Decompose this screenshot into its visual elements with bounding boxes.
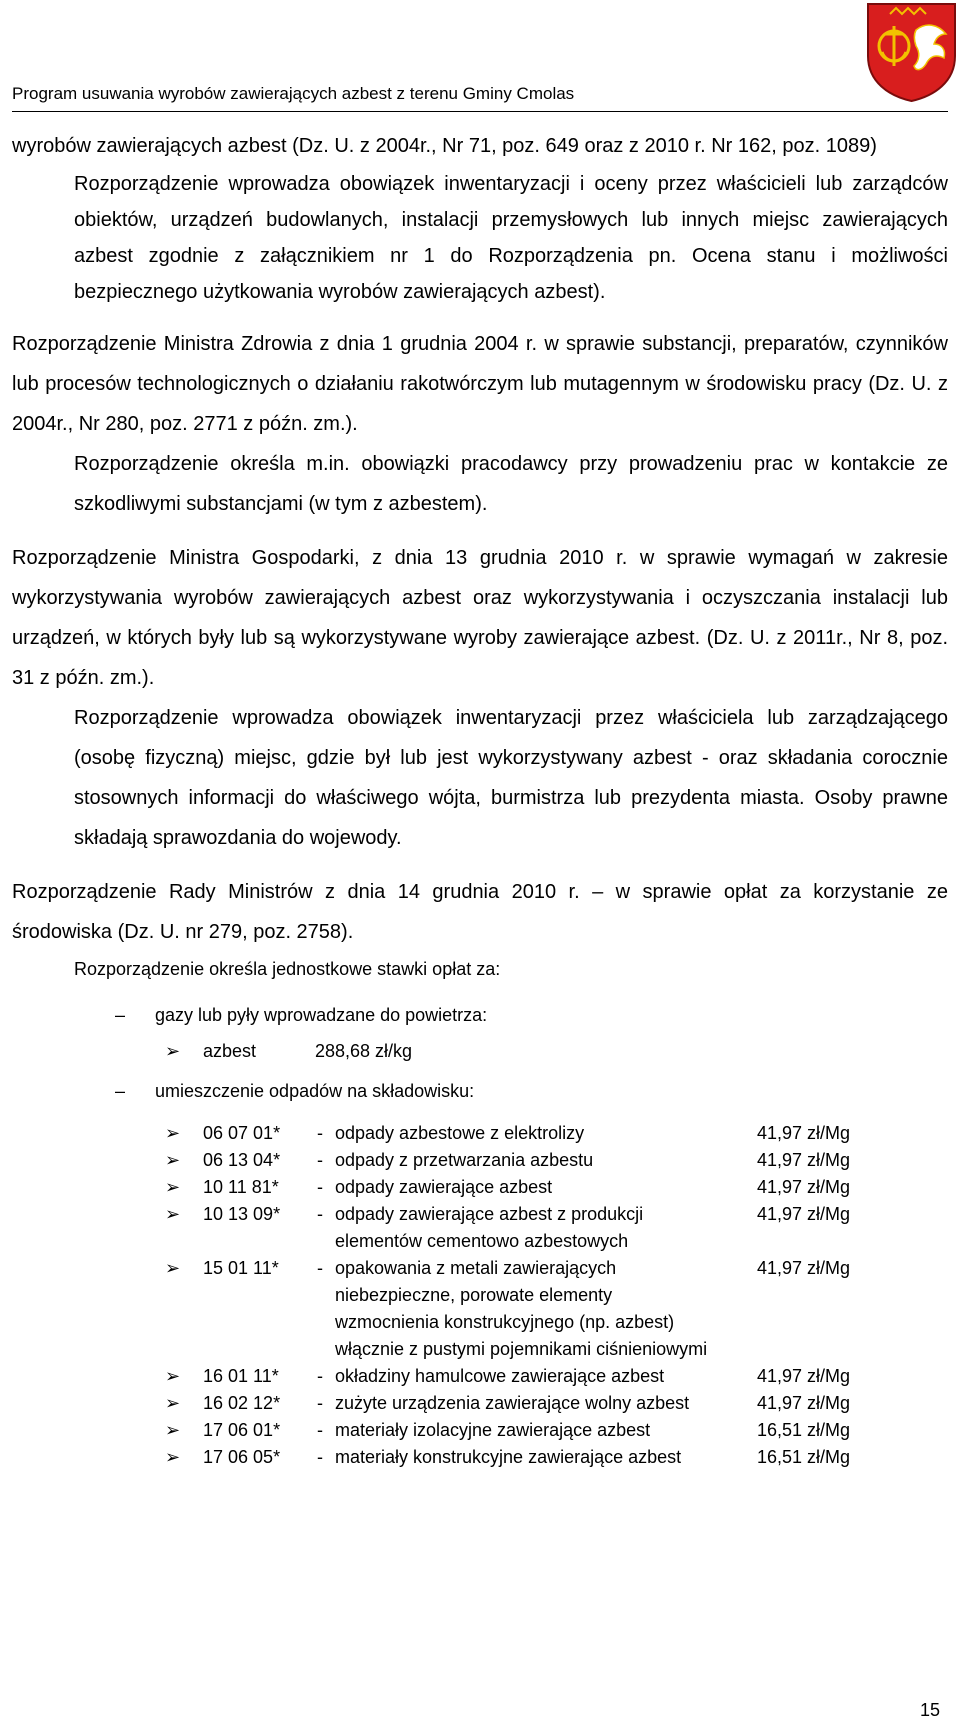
waste-row: [165, 1120, 877, 1147]
waste-description: [317, 1120, 757, 1147]
paragraph-owner-inventory: Rozporządzenie wprowadza obowiązek inwentaryzacji przez właściciela lub zarządzającego (osobę fizyczną) miejsc, gdzie był lub jest wykorzystywany azbest - oraz składania corocznie stosownych informacji do właściwego wójta, burmistrza lub prezydenta miasta. Osoby prawne składają sprawozdania do wojewody.: [74, 707, 948, 849]
description-separator: -: [317, 1258, 323, 1278]
waste-row: [165, 1417, 877, 1444]
header-rule: [12, 111, 948, 112]
paragraph-regulation-continued: wyrobów zawierających azbest (Dz. U. z 2004r., Nr 71, poz. 649 oraz z 2010 r. Nr 162, poz. 1089): [12, 135, 877, 157]
description-line: materiały konstrukcyjne zawierające azbest: [335, 1447, 682, 1467]
description-line: odpady azbestowe z elektrolizy: [335, 1123, 585, 1143]
list-item-air-emissions: [12, 1000, 948, 1030]
paragraph-council-regulation: Rozporządzenie Rady Ministrów z dnia 14 grudnia 2010 r. – w sprawie opłat za korzystanie ze środowiska (Dz. U. nr 279, poz. 2758).: [12, 881, 948, 943]
description-line: zużyte urządzenia zawierające wolny azbest: [335, 1393, 690, 1413]
substance-name: azbest: [203, 1041, 257, 1061]
arrow-bullet-icon: ➢: [165, 1204, 181, 1224]
description-separator: -: [317, 1420, 323, 1440]
waste-code: 15 01 11*: [203, 1258, 279, 1278]
description-first-line: [317, 1174, 757, 1201]
waste-code: 10 11 81*: [203, 1177, 279, 1197]
description-separator: -: [317, 1150, 323, 1170]
waste-description: [317, 1147, 757, 1174]
waste-description: [317, 1174, 757, 1201]
description-line: elementów cementowo azbestowych: [335, 1231, 629, 1251]
description-separator: -: [317, 1123, 323, 1143]
waste-rate: 41,97 zł/Mg: [757, 1177, 851, 1197]
waste-code: 16 01 11*: [203, 1366, 279, 1386]
waste-description: [317, 1255, 757, 1363]
description-first-line: [317, 1147, 757, 1174]
description-separator: -: [317, 1366, 323, 1386]
paragraph-employer-obligations: Rozporządzenie określa m.in. obowiązki pracodawcy przy prowadzeniu prac w kontakcie ze szkodliwymi substancjami (w tym z azbestem).: [74, 453, 948, 515]
description-first-line: [317, 1363, 757, 1390]
description-separator: -: [317, 1447, 323, 1467]
arrow-bullet-icon: ➢: [165, 1420, 181, 1440]
waste-rate: 41,97 zł/Mg: [757, 1150, 851, 1170]
description-first-line: [317, 1201, 757, 1228]
waste-description: [317, 1417, 757, 1444]
arrow-bullet-icon: ➢: [165, 1258, 181, 1278]
waste-rate: 41,97 zł/Mg: [757, 1393, 851, 1413]
description-line: włącznie z pustymi pojemnikami ciśnieniowymi: [335, 1339, 708, 1359]
description-separator: -: [317, 1393, 323, 1413]
dash-bullet: –: [115, 1081, 126, 1101]
waste-rate: 16,51 zł/Mg: [757, 1447, 851, 1467]
arrow-bullet-icon: ➢: [165, 1041, 181, 1061]
waste-rates-table: [165, 1120, 877, 1471]
waste-rate: 41,97 zł/Mg: [757, 1258, 851, 1278]
list-item-label: gazy lub pyły wprowadzane do powietrza:: [155, 1005, 488, 1025]
document-body: [12, 126, 948, 1471]
waste-rate: 16,51 zł/Mg: [757, 1420, 851, 1440]
description-line: materiały izolacyjne zawierające azbest: [335, 1420, 651, 1440]
description-line: okładziny hamulcowe zawierające azbest: [335, 1366, 665, 1386]
list-item-label: umieszczenie odpadów na składowisku:: [155, 1081, 475, 1101]
waste-description: [317, 1201, 757, 1255]
waste-code: 06 07 01*: [203, 1123, 281, 1143]
waste-row: [165, 1255, 877, 1363]
waste-rate: 41,97 zł/Mg: [757, 1366, 851, 1386]
air-rate-row: [12, 1036, 948, 1066]
page-header: [12, 0, 948, 112]
waste-code: 17 06 01*: [203, 1420, 281, 1440]
description-first-line: [317, 1120, 757, 1147]
description-line: niebezpieczne, porowate elementy: [335, 1285, 613, 1305]
description-separator: -: [317, 1204, 323, 1224]
waste-row: [165, 1444, 877, 1471]
waste-code: 06 13 04*: [203, 1150, 281, 1170]
waste-row: [165, 1147, 877, 1174]
description-line: odpady zawierające azbest: [335, 1177, 553, 1197]
paragraph-inventory-obligation: Rozporządzenie wprowadza obowiązek inwentaryzacji i oceny przez właścicieli lub zarządców obiektów, urządzeń budowlanych, instalacji przemysłowych lub innych miejsc zawierających azbest zgodnie z załącznikiem nr 1 do Rozporządzenia pn. Ocena stanu i możliwości bezpiecznego użytkowania wyrobów zawierających azbest).: [74, 173, 948, 303]
arrow-bullet-icon: ➢: [165, 1447, 181, 1467]
page-number: 15: [920, 1700, 941, 1720]
arrow-bullet-icon: ➢: [165, 1123, 181, 1143]
description-line: odpady z przetwarzania azbestu: [335, 1150, 594, 1170]
substance-rate: 288,68 zł/kg: [315, 1041, 413, 1061]
header-title: Program usuwania wyrobów zawierających azbest z terenu Gminy Cmolas: [12, 84, 575, 103]
paragraph-health-ministry-regulation: Rozporządzenie Ministra Zdrowia z dnia 1 grudnia 2004 r. w sprawie substancji, preparatów, czynników lub procesów technologicznych o działaniu rakotwórczym lub mutagennym w środowisku pracy (Dz. U. z 2004r., Nr 280, poz. 2771 z późn. zm.).: [12, 333, 948, 435]
dash-bullet: –: [115, 1005, 126, 1025]
waste-description: [317, 1390, 757, 1417]
description-first-line: [317, 1390, 757, 1417]
description-first-line: [317, 1444, 757, 1471]
waste-rate: 41,97 zł/Mg: [757, 1123, 851, 1143]
waste-description: [317, 1444, 757, 1471]
waste-code: 17 06 05*: [203, 1447, 281, 1467]
arrow-bullet-icon: ➢: [165, 1366, 181, 1386]
coat-of-arms-icon: [864, 0, 959, 103]
arrow-bullet-icon: ➢: [165, 1177, 181, 1197]
waste-description: [317, 1363, 757, 1390]
description-separator: -: [317, 1177, 323, 1197]
description-first-line: [317, 1417, 757, 1444]
waste-row: [165, 1174, 877, 1201]
waste-row: [165, 1201, 877, 1255]
description-first-line: [317, 1255, 757, 1282]
list-item-landfill: [12, 1076, 948, 1106]
description-line: wzmocnienia konstrukcyjnego (np. azbest): [335, 1312, 675, 1332]
waste-code: 10 13 09*: [203, 1204, 281, 1224]
waste-code: 16 02 12*: [203, 1393, 281, 1413]
waste-row: [165, 1390, 877, 1417]
waste-rate: 41,97 zł/Mg: [757, 1204, 851, 1224]
arrow-bullet-icon: ➢: [165, 1150, 181, 1170]
arrow-bullet-icon: ➢: [165, 1393, 181, 1413]
paragraph-economy-ministry-regulation: Rozporządzenie Ministra Gospodarki, z dnia 13 grudnia 2010 r. w sprawie wymagań w zakresie wykorzystywania wyrobów zawierających azbest oraz wykorzystywania i oczyszczania instalacji lub urządzeń, w których były lub są wykorzystywane wyroby zawierające azbest. (Dz. U. z 2011r., Nr 8, poz. 31 z późn. zm.).: [12, 547, 948, 689]
description-line: opakowania z metali zawierających: [335, 1258, 617, 1278]
paragraph-fee-rates-intro: Rozporządzenie określa jednostkowe stawki opłat za:: [74, 959, 501, 979]
waste-row: [165, 1363, 877, 1390]
description-line: odpady zawierające azbest z produkcji: [335, 1204, 644, 1224]
